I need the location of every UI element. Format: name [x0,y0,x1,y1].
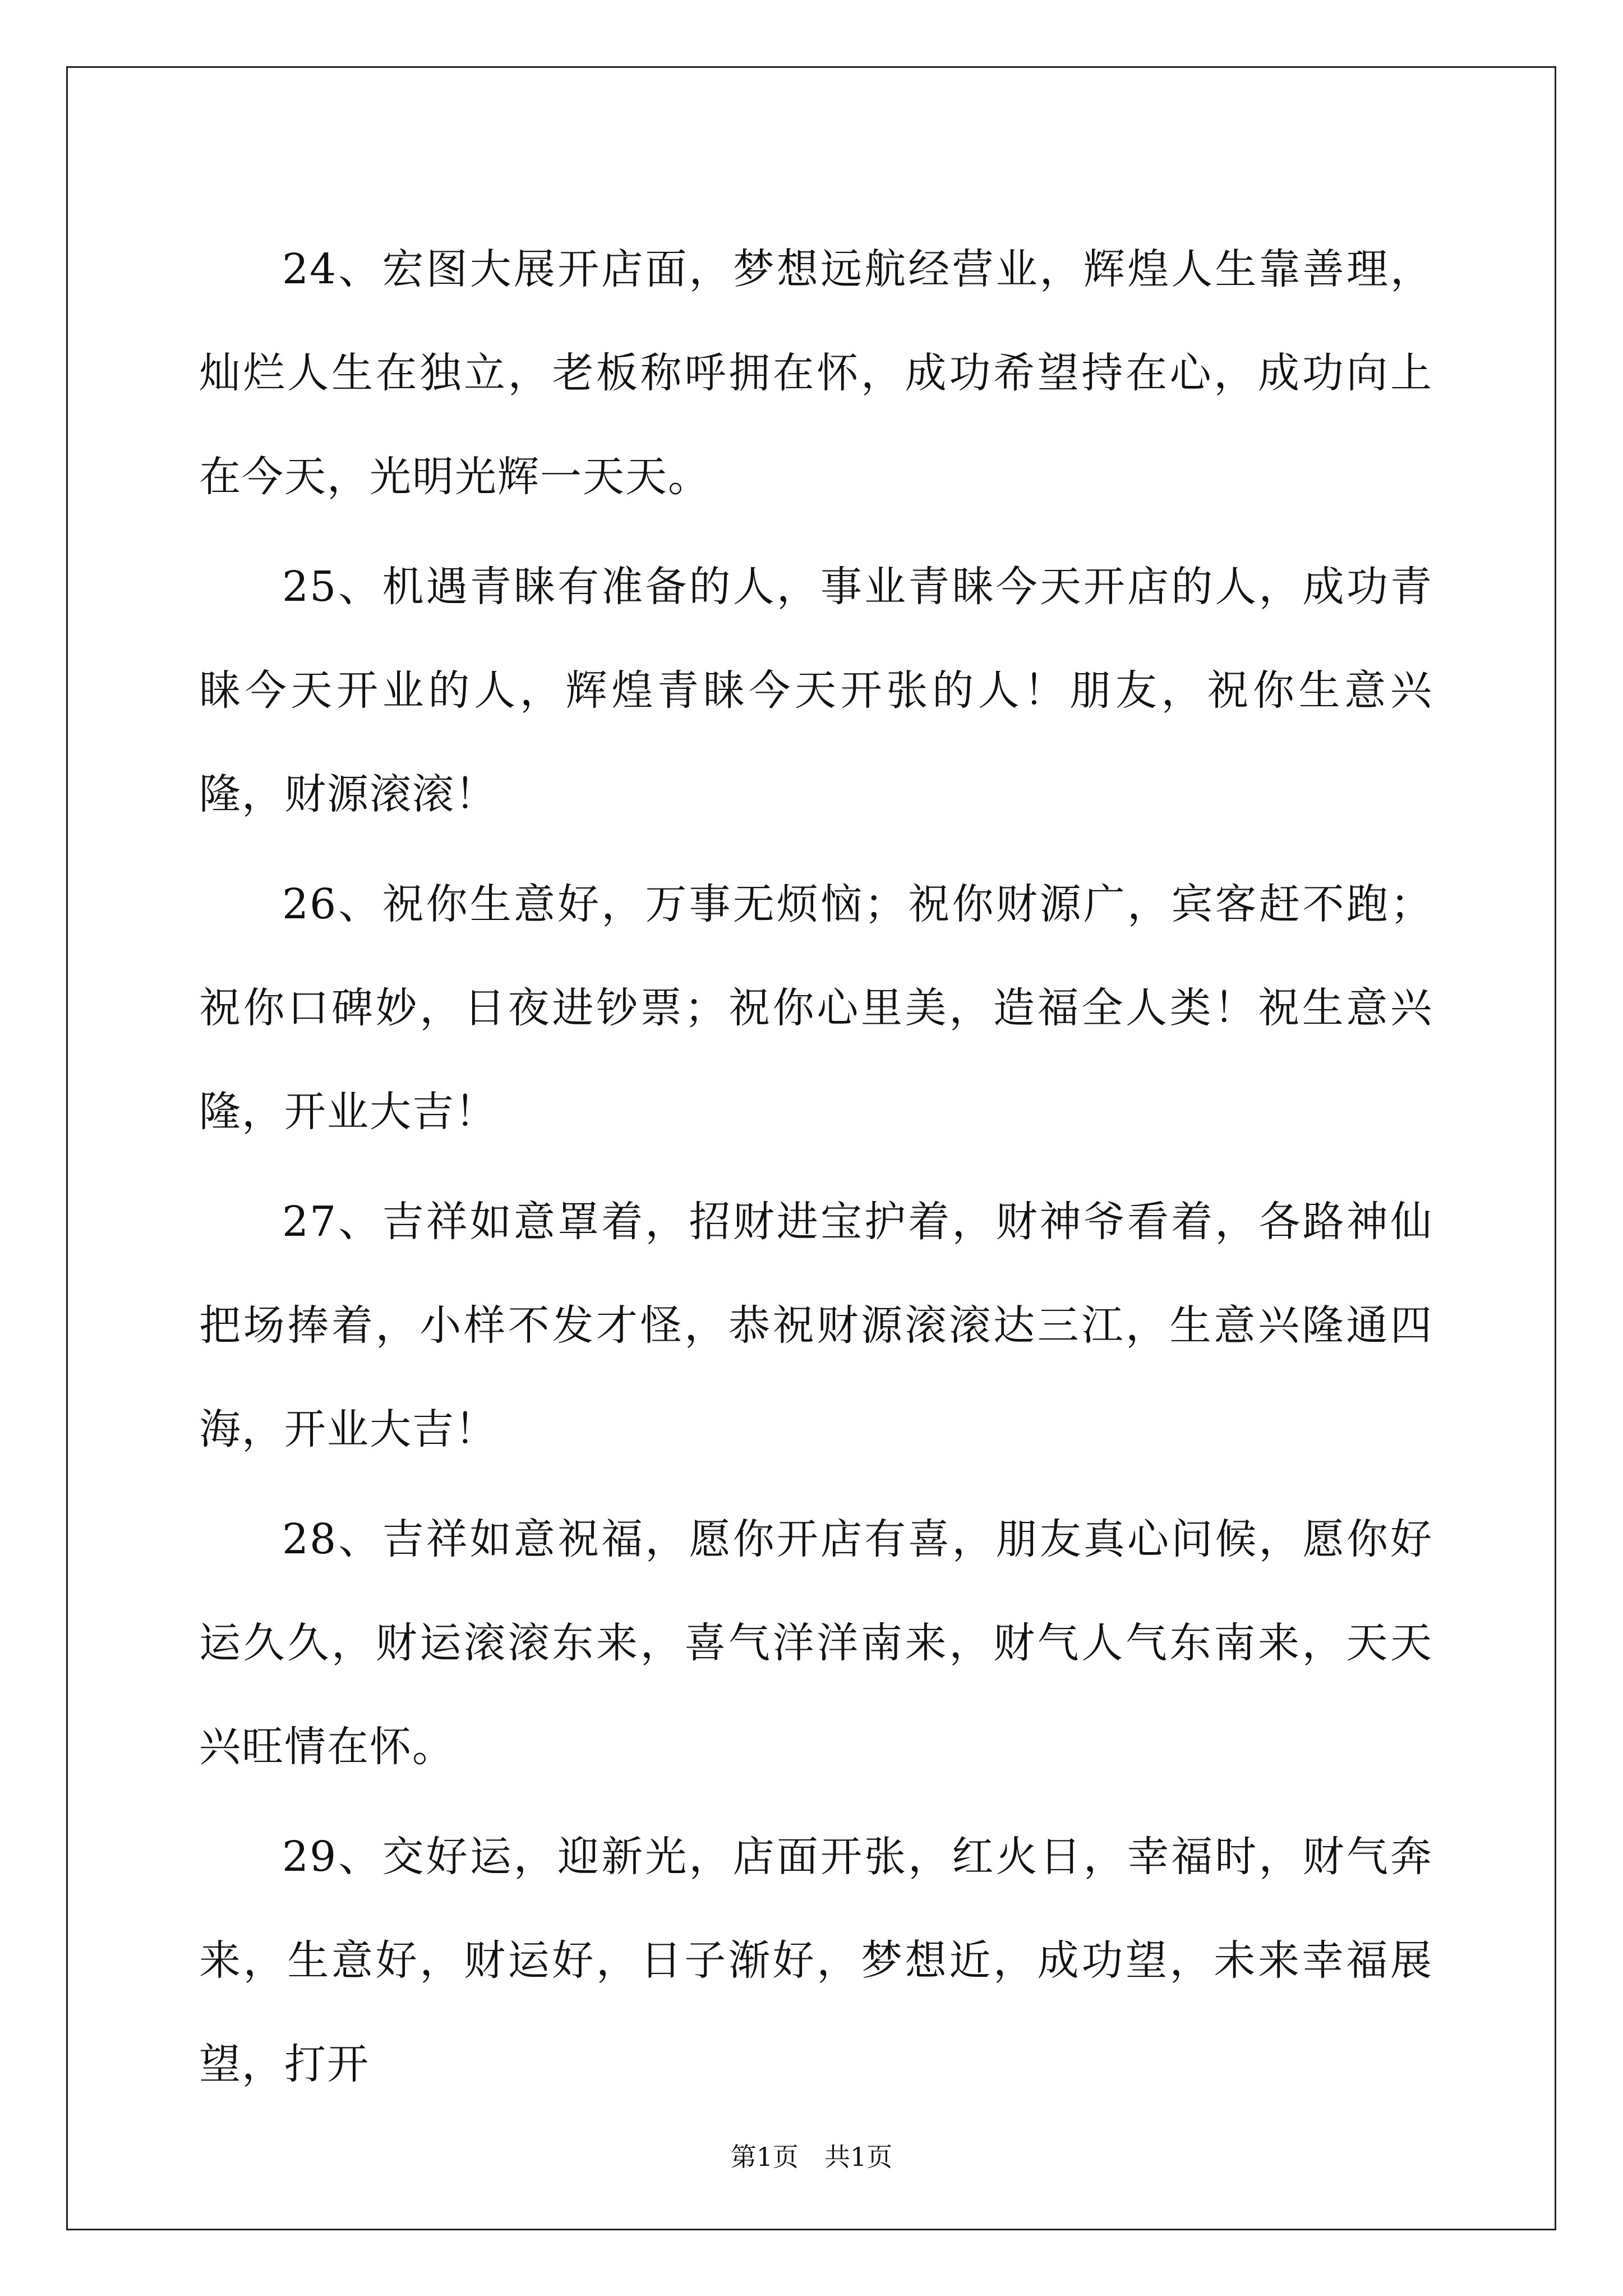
page-number-total: 共1页 [824,2142,893,2172]
paragraph-27: 27、吉祥如意罩着，招财进宝护着，财神爷看着，各路神仙把场捧着，小样不发才怪，恭祝财源滚滚达三江，生意兴隆通四海，开业大吉！ [199,1198,1433,1453]
page-footer [0,2140,1623,2174]
paragraph-28: 28、吉祥如意祝福，愿你开店有喜，朋友真心问候，愿你好运久久，财运滚滚东来，喜气洋洋南来，财气人气东南来，天天兴旺情在怀。 [199,1515,1433,1771]
paragraph-24: 24、宏图大展开店面，梦想远航经营业，辉煌人生靠善理，灿烂人生在独立，老板称呼拥在怀，成功希望持在心，成功向上在今天，光明光辉一天天。 [199,245,1433,501]
page-number-current: 第1页 [730,2142,799,2172]
paragraph-26: 26、祝你生意好，万事无烦恼；祝你财源广，宾客赶不跑；祝你口碑妙，日夜进钞票；祝你心里美，造福全人类！祝生意兴隆，开业大吉！ [199,880,1433,1136]
document-body [199,218,1433,2123]
paragraph-29: 29、交好运，迎新光，店面开张，红火日，幸福时，财气奔来，生意好，财运好，日子渐好，梦想近，成功望，未来幸福展望，打开 [199,1833,1433,2088]
paragraph-25: 25、机遇青睐有准备的人，事业青睐今天开店的人，成功青睐今天开业的人，辉煌青睐今天开张的人！朋友，祝你生意兴隆，财源滚滚！ [199,563,1433,818]
